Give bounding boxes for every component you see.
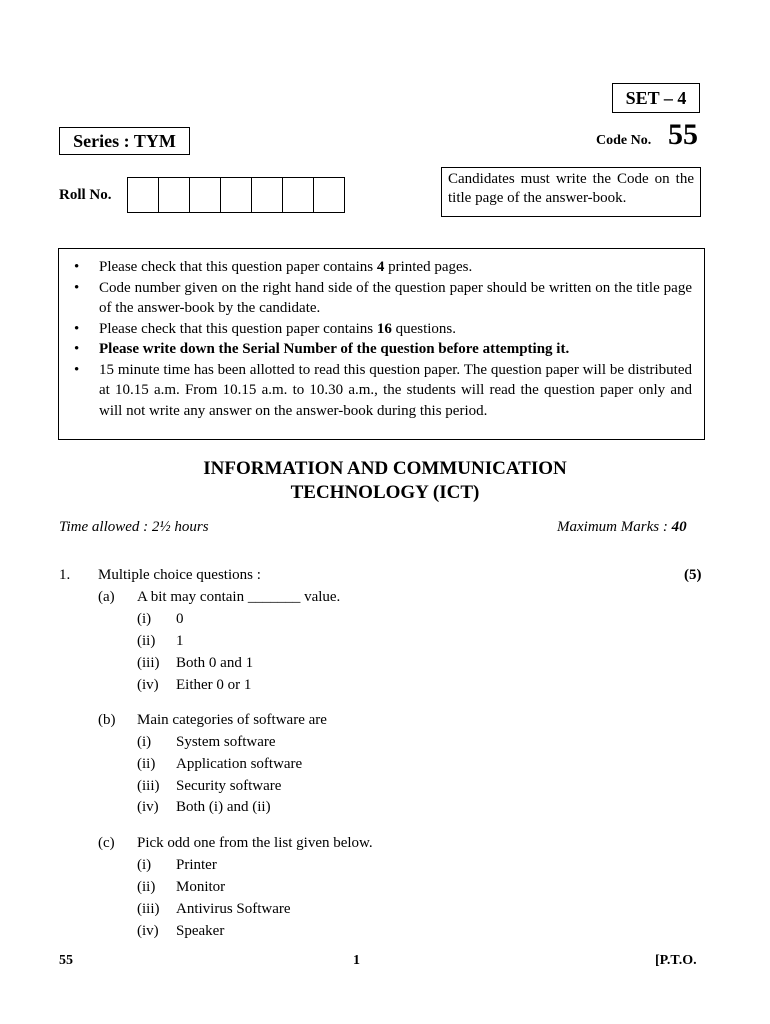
question-text: Multiple choice questions : — [98, 567, 261, 583]
instruction-item — [71, 278, 692, 319]
roll-number-cell[interactable] — [251, 177, 283, 213]
option-text: Antivirus Software — [176, 901, 291, 917]
instruction-item — [71, 360, 692, 422]
option-text: Printer — [176, 857, 217, 873]
bullet-icon: • — [74, 279, 80, 296]
time-allowed: Time allowed : 2½ hours — [59, 519, 209, 535]
option-label: (i) — [137, 611, 152, 627]
footer-page-number: 1 — [353, 953, 360, 968]
option-label: (iv) — [137, 799, 159, 815]
roll-number-cell[interactable] — [220, 177, 252, 213]
footer-pto: [P.T.O. — [655, 953, 697, 968]
option-text: Either 0 or 1 — [176, 677, 252, 693]
code-instruction-note: Candidates must write the Code on the title page of the answer-book. — [441, 167, 701, 217]
option-label: (i) — [137, 857, 152, 873]
subject-title-line1: INFORMATION AND COMMUNICATION — [203, 458, 567, 479]
footer-code: 55 — [59, 953, 73, 968]
instruction-item — [71, 319, 692, 340]
option-label: (ii) — [137, 633, 156, 649]
roll-number-cell[interactable] — [313, 177, 345, 213]
option-text: Security software — [176, 778, 282, 794]
roll-number-cell[interactable] — [189, 177, 221, 213]
roll-number-cell[interactable] — [282, 177, 314, 213]
subject-title-line2: TECHNOLOGY (ICT) — [290, 482, 480, 503]
option-text: Both (i) and (ii) — [176, 799, 271, 815]
set-number-box: SET – 4 — [612, 83, 700, 113]
maximum-marks — [557, 519, 687, 536]
roll-number-cell[interactable] — [158, 177, 190, 213]
roll-number-boxes — [128, 177, 345, 213]
roll-number-label: Roll No. — [59, 187, 112, 203]
bullet-icon: • — [74, 320, 80, 337]
maximum-marks-label: Maximum Marks : — [557, 519, 672, 535]
maximum-marks-value: 40 — [671, 519, 687, 535]
option-label: (iii) — [137, 901, 160, 917]
option-text: Speaker — [176, 923, 225, 939]
part-label: (c) — [98, 835, 115, 851]
option-text: Monitor — [176, 879, 226, 895]
option-label: (iii) — [137, 778, 160, 794]
code-number: 55 — [668, 118, 698, 151]
bullet-icon: • — [74, 341, 80, 357]
option-text: 0 — [176, 611, 184, 627]
instruction-text: 15 minute time has been allotted to read this question paper. The question paper will be distributed at 10.15 a.m. From 10.15 a.m. to 10.30 a.m., the students will read the question paper only and will not write any answer on the answer-book during this period. — [99, 361, 692, 419]
option-text: Application software — [176, 756, 303, 772]
instruction-text: Please check that this question paper contains — [99, 320, 377, 337]
part-text: Pick odd one from the list given below. — [137, 835, 373, 851]
instruction-item — [71, 257, 692, 278]
option-label: (ii) — [137, 879, 156, 895]
instruction-text: Code number given on the right hand side of the question paper should be written on the title page of the answer-book by the candidate. — [99, 279, 692, 316]
option-text: Both 0 and 1 — [176, 655, 254, 671]
series-box: Series : TYM — [59, 127, 190, 155]
instructions-box — [58, 248, 705, 440]
option-label: (i) — [137, 734, 152, 750]
instruction-text: questions. — [391, 320, 457, 337]
option-text: System software — [176, 734, 276, 750]
instruction-item — [71, 339, 692, 360]
question-marks: (5) — [684, 567, 702, 583]
bullet-icon: • — [74, 259, 80, 275]
question-number: 1. — [59, 567, 71, 583]
instruction-bold-text: 16 — [376, 320, 392, 337]
part-text: A bit may contain _______ value. — [137, 589, 341, 605]
roll-number-cell[interactable] — [127, 177, 159, 213]
instruction-text: Please check that this question paper contains — [99, 259, 377, 275]
part-label: (a) — [98, 589, 115, 605]
option-text: 1 — [176, 633, 184, 649]
instruction-bold-text: 4 — [376, 259, 385, 275]
option-label: (iv) — [137, 923, 159, 939]
instruction-bold-text: Please write down the Serial Number of the question before attempting it. — [99, 341, 570, 357]
option-label: (iii) — [137, 655, 160, 671]
part-text: Main categories of software are — [137, 712, 327, 728]
option-label: (iv) — [137, 677, 159, 693]
option-label: (ii) — [137, 756, 156, 772]
bullet-icon: • — [74, 361, 80, 378]
part-label: (b) — [98, 712, 116, 728]
instruction-text: printed pages. — [384, 259, 473, 275]
code-label: Code No. — [596, 133, 652, 148]
